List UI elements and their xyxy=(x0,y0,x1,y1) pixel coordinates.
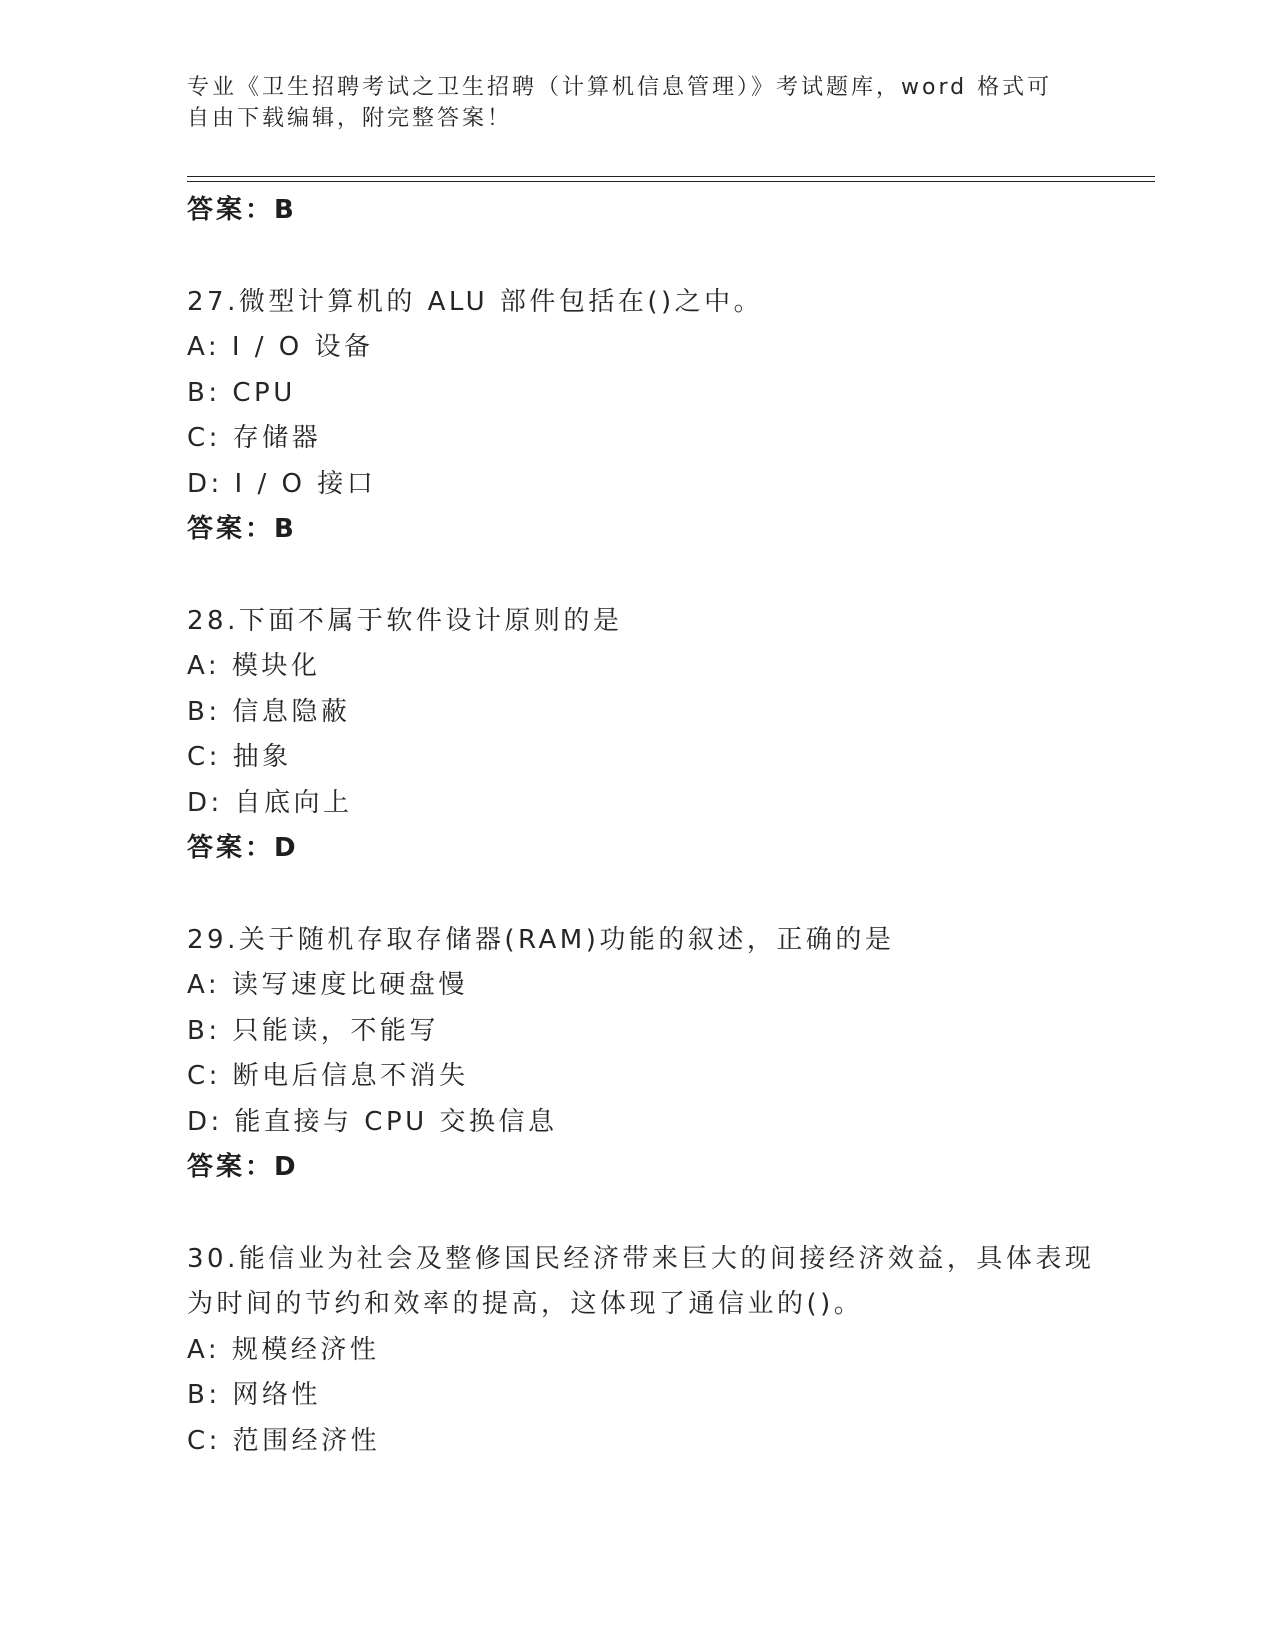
header-divider-bottom xyxy=(187,181,1155,182)
option-c: C: 断电后信息不消失 xyxy=(187,1061,469,1091)
answer-line: 答案：D xyxy=(187,833,299,863)
question-27 xyxy=(187,280,1087,553)
option-a: A: 规模经济性 xyxy=(187,1334,380,1365)
question-text: 29.关于随机存取存储器(RAM)功能的叙述，正确的是 xyxy=(187,924,895,955)
spacer xyxy=(187,1191,1087,1237)
option-a: A: I / O 设备 xyxy=(187,332,374,362)
answer-line: 答案：B xyxy=(187,514,297,544)
spacer xyxy=(187,234,1087,280)
question-29 xyxy=(187,918,1087,1191)
question-text-line-1: 30.能信业为社会及整修国民经济带来巨大的间接经济效益，具体表现 xyxy=(187,1243,1095,1274)
question-28 xyxy=(187,599,1087,872)
option-b: B: 信息隐蔽 xyxy=(187,696,351,727)
question-text: 27.微型计算机的 ALU 部件包括在()之中。 xyxy=(187,286,764,317)
question-text-line-2: 为时间的节约和效率的提高，这体现了通信业的()。 xyxy=(187,1289,864,1319)
answer-line: 答案：D xyxy=(187,1152,299,1182)
option-c: C: 范围经济性 xyxy=(187,1425,381,1456)
document-header: 专业《卫生招聘考试之卫生招聘（计算机信息管理）》考试题库，word 格式可自由下载编辑，附完整答案！ xyxy=(187,75,1053,131)
option-a: A: 模块化 xyxy=(187,651,321,681)
option-b: B: 只能读，不能写 xyxy=(187,1015,439,1046)
option-a: A: 读写速度比硬盘慢 xyxy=(187,970,468,1000)
question-list xyxy=(187,188,1095,1464)
option-d: D: I / O 接口 xyxy=(187,468,377,499)
option-d: D: 自底向上 xyxy=(187,787,353,818)
option-b: B: 网络性 xyxy=(187,1380,321,1410)
option-c: C: 存储器 xyxy=(187,423,322,453)
option-d: D: 能直接与 CPU 交换信息 xyxy=(187,1106,558,1137)
answer-line: 答案：B xyxy=(187,195,297,225)
option-c: C: 抽象 xyxy=(187,742,292,772)
header-divider-top xyxy=(187,176,1155,177)
question-30 xyxy=(187,1237,1095,1465)
option-b: B: CPU xyxy=(187,377,296,408)
spacer xyxy=(187,872,1087,918)
question-text: 28.下面不属于软件设计原则的是 xyxy=(187,605,623,636)
spacer xyxy=(187,553,1087,599)
